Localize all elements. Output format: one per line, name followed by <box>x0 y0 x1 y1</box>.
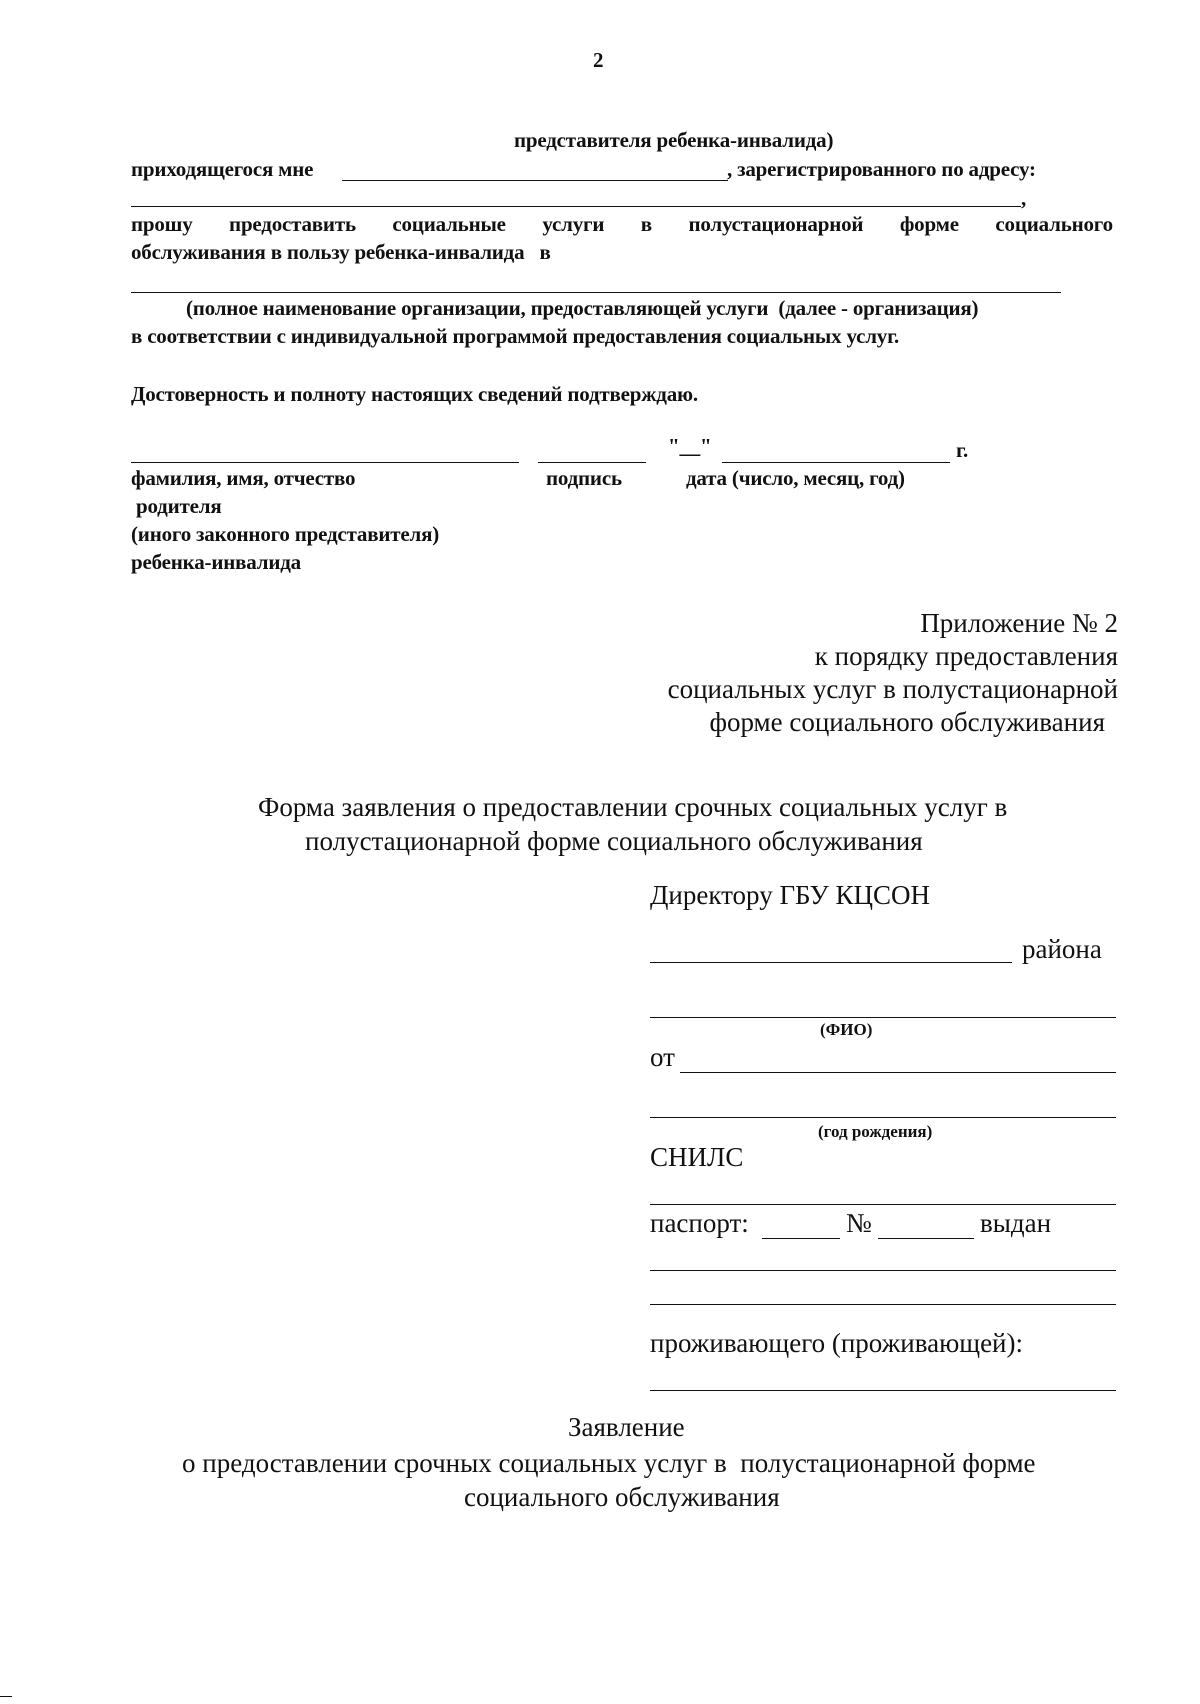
appendix-line-4: форме социального обслуживания <box>709 707 1105 737</box>
passport-series-field[interactable] <box>762 1238 840 1239</box>
appendix-line-3: социальных услуг в полустационарной <box>667 674 1118 704</box>
request-word: социальные <box>392 212 506 236</box>
appendix-line-2: к порядку предоставления <box>814 641 1118 671</box>
caption-legal-representative: (иного законного представителя) <box>131 522 440 546</box>
request-word: в <box>640 212 652 236</box>
request-word: форме <box>899 212 959 236</box>
residing-field[interactable] <box>650 1390 1116 1391</box>
request-word: услуги <box>542 212 605 236</box>
fio-field[interactable] <box>650 1017 1116 1018</box>
caption-child: ребенка-инвалида <box>131 550 301 574</box>
statement-title: Заявление <box>568 1412 685 1442</box>
confirm-line: Достоверность и полноту настоящих сведений подтверждаю. <box>131 382 698 406</box>
incoming-prefix: приходящегося мне <box>131 157 314 181</box>
organization-field[interactable] <box>131 292 1061 293</box>
signature-field[interactable] <box>538 462 646 463</box>
caption-parent: родителя <box>136 494 222 518</box>
statement-line-2: социального обслуживания <box>464 1482 780 1512</box>
snils-label: СНИЛС <box>650 1142 744 1172</box>
issued-by-field-1[interactable] <box>650 1270 1116 1271</box>
birth-year-caption: (год рождения) <box>818 1122 933 1141</box>
residing-label: проживающего (проживающей): <box>650 1328 1023 1358</box>
request-word: прошу <box>131 212 193 236</box>
organization-caption: (полное наименование организации, предоставляющей услуги (далее - организация) <box>186 296 979 320</box>
program-line: в соответствии с индивидуальной программой предоставления социальных услуг. <box>131 324 900 348</box>
appendix-line-1: Приложение № 2 <box>920 608 1118 638</box>
fio-caption: (ФИО) <box>820 1020 873 1039</box>
snils-field[interactable] <box>650 1204 1116 1205</box>
year-suffix: г. <box>956 438 969 462</box>
passport-number-field[interactable] <box>878 1238 974 1239</box>
caption-date: дата (число, месяц, год) <box>686 466 905 490</box>
date-field[interactable] <box>722 462 950 463</box>
director-label: Директору ГБУ КЦСОН <box>650 880 930 910</box>
scan-mark <box>0 1696 12 1697</box>
request-line-2: обслуживания в пользу ребенка-инвалида в <box>131 240 551 264</box>
statement-line-1: о предоставлении срочных социальных услуг в полустационарной форме <box>182 1448 1036 1478</box>
page-number: 2 <box>593 48 604 72</box>
passport-label: паспорт: <box>650 1208 749 1238</box>
birth-year-field[interactable] <box>650 1117 1116 1118</box>
from-label: от <box>650 1042 675 1072</box>
from-field[interactable] <box>680 1072 1116 1073</box>
issued-by-field-2[interactable] <box>650 1304 1116 1305</box>
fio-signature-field[interactable] <box>131 462 519 463</box>
caption-signature: подпись <box>546 466 622 490</box>
address-comma: , <box>1021 186 1027 210</box>
request-word: предоставить <box>229 212 356 236</box>
address-field[interactable] <box>131 206 1021 207</box>
request-word: социального <box>995 212 1113 236</box>
district-field[interactable] <box>650 962 1012 963</box>
date-day-quote: "__" <box>668 434 712 458</box>
caption-fio: фамилия, имя, отчество <box>131 466 356 490</box>
issued-label: выдан <box>980 1208 1052 1238</box>
form-title-line-2: полустационарной форме социального обслуживания <box>305 826 923 856</box>
request-word: полустационарной <box>688 212 864 236</box>
form-title-line-1: Форма заявления о предоставлении срочных социальных услуг в <box>258 792 1008 822</box>
number-sign: № <box>846 1208 872 1238</box>
incoming-suffix: , зарегистрированного по адресу: <box>727 157 1036 181</box>
request-line-1 <box>131 212 1113 237</box>
incoming-name-field[interactable] <box>342 180 728 181</box>
caption-representative: представителя ребенка-инвалида) <box>514 128 834 152</box>
district-label: района <box>1022 934 1102 964</box>
